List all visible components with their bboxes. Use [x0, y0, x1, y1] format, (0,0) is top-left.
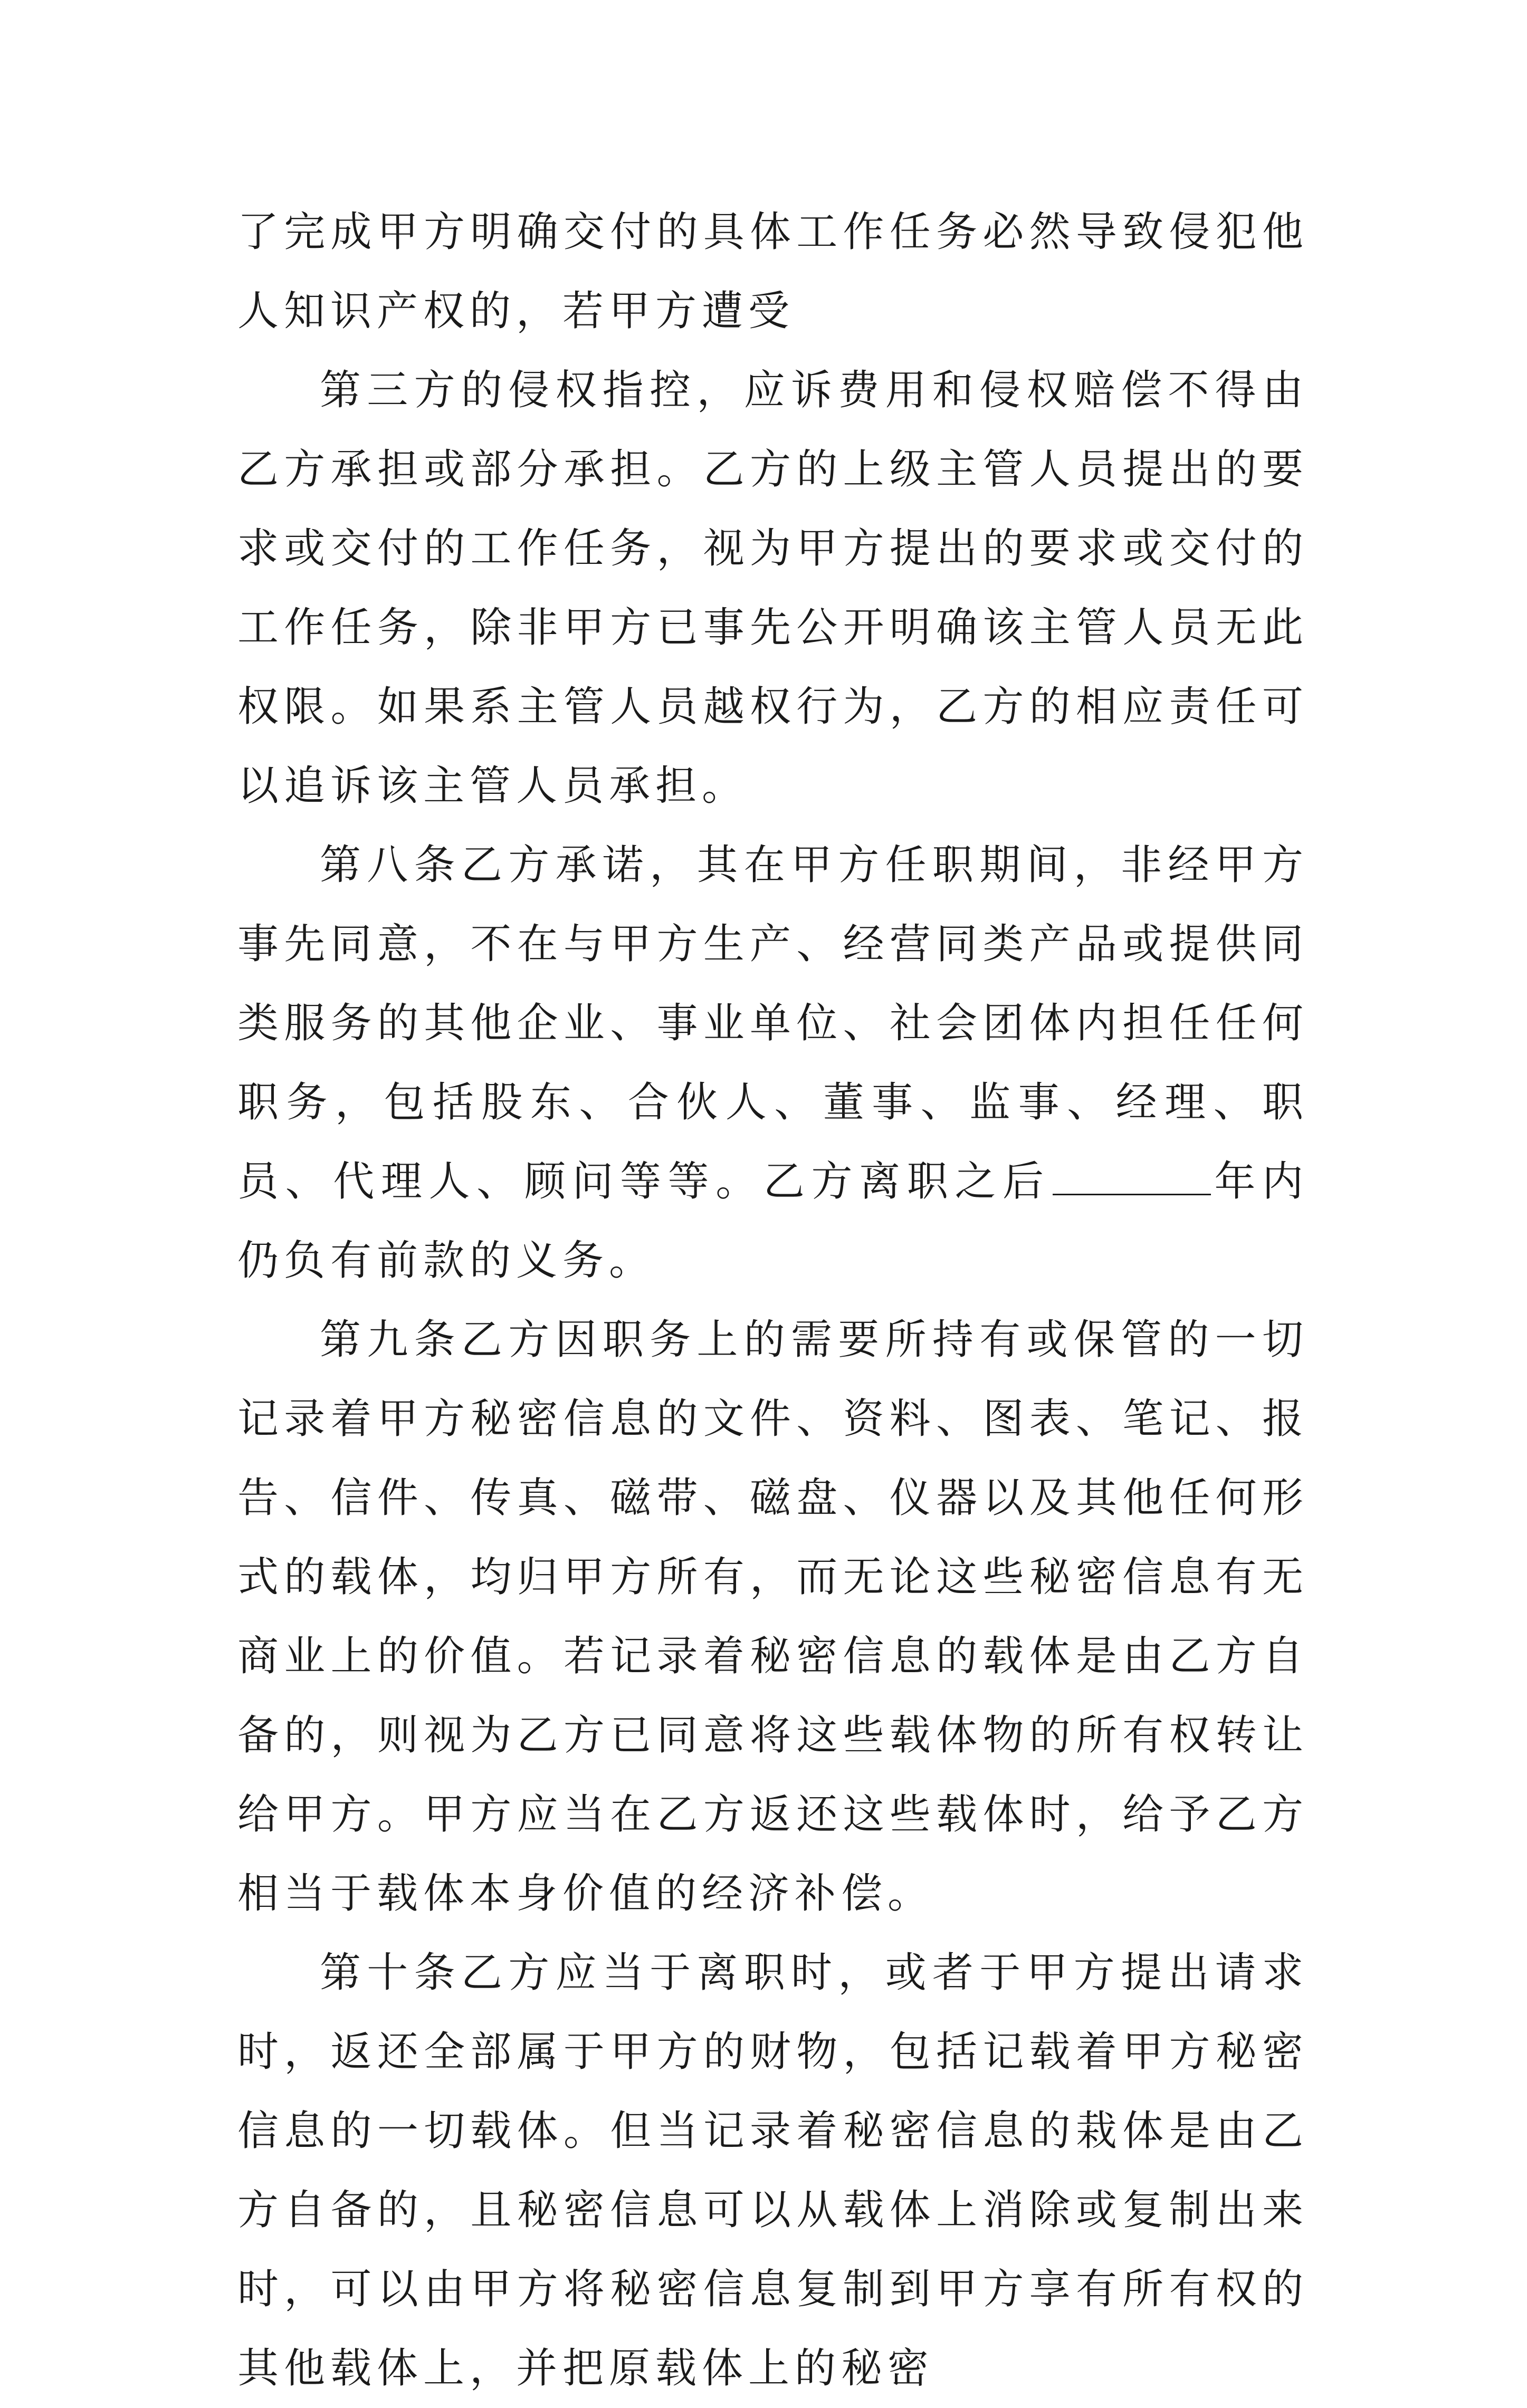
paragraph-article-10: 第十条乙方应当于离职时，或者于甲方提出请求时，返还全部属于甲方的财物，包括记载着甲方秘密信息的一切载体。但当记录着秘密信息的栽体是由乙方自备的，且秘密信息可以从载体上消除或复制出来时，可以由甲方将秘密信息复制到甲方享有所有权的其他载体上，并把原载体上的秘密 [237, 1949, 1309, 2392]
article-8-text-before: 第八条乙方承诺，其在甲方任职期间，非经甲方事先同意，不在与甲方生产、经营同类产品或提供同类服务的其他企业、事业单位、社会团体内担任任何职务，包括股东、合伙人、董事、监事、经理、职员、代理人、顾问等等。乙方离职之后 [237, 841, 1309, 1205]
paragraph-third-party-infringement: 第三方的侵权指控，应诉费用和侵权赔偿不得由乙方承担或部分承担。乙方的上级主管人员提出的要求或交付的工作任务，视为甲方提出的要求或交付的工作任务，除非甲方已事先公开明确该主管人员无此权限。如果系主管人员越权行为，乙方的相应责任可以追诉该主管人员承担。 [237, 367, 1309, 810]
paragraph-continuation: 了完成甲方明确交付的具体工作任务必然导致侵犯他人知识产权的，若甲方遭受 [237, 208, 1309, 335]
fill-in-blank-years [1053, 1162, 1211, 1195]
paragraph-article-9: 第九条乙方因职务上的需要所持有或保管的一切记录着甲方秘密信息的文件、资料、图表、笔记、报告、信件、传真、磁带、磁盘、仪器以及其他任何形式的载体，均归甲方所有，而无论这些秘密信息有无商业上的价值。若记录着秘密信息的载体是由乙方自备的，则视为乙方已同意将这些载体物的所有权转让给甲方。甲方应当在乙方返还这些载体时，给予乙方相当于载体本身价值的经济补偿。 [237, 1316, 1309, 1917]
article-8-text-after: 年内仍负有前款的义务。 [237, 1158, 1309, 1284]
document-body [237, 193, 1309, 2408]
paragraph-article-8 [237, 826, 1309, 1300]
